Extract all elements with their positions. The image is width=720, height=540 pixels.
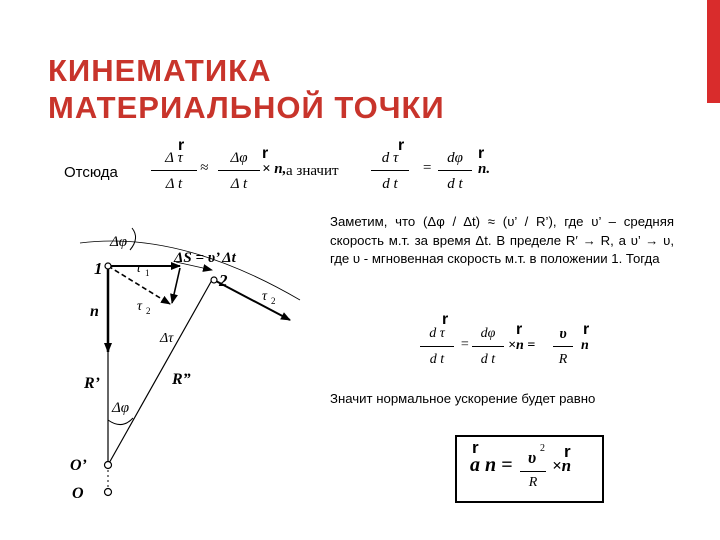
- so-label: а значит: [286, 163, 339, 179]
- label-o: O: [72, 485, 84, 502]
- paragraph-2: Значит нормальное ускорение будет равно: [330, 391, 596, 406]
- label-n: n: [90, 303, 99, 320]
- frac-d-t-den: d t: [382, 176, 398, 192]
- frac-upsilon-num: υ: [559, 326, 567, 342]
- label-tau2-sub: 2: [271, 296, 276, 306]
- label-delta-s: ΔS = υ’ Δt: [174, 250, 236, 266]
- equals-sign: =: [422, 160, 433, 176]
- delta-phi-arc-bottom: [108, 418, 133, 425]
- vector-mark: r: [178, 137, 185, 154]
- label-tau2-copy: τ: [137, 299, 143, 314]
- times-n: ×n: [552, 456, 572, 475]
- approx-sign: ≈: [200, 160, 209, 176]
- frac-d-tau-num: d τ: [381, 150, 399, 166]
- vector-mark: r: [583, 321, 590, 338]
- n-end: n.: [478, 161, 491, 177]
- vector-mark: r: [472, 438, 479, 457]
- title-line-1: КИНЕМАТИКА: [48, 53, 272, 88]
- frac-upsilon-num: υ: [527, 448, 537, 467]
- label-point-1: 1: [94, 259, 103, 278]
- vector-mark: r: [262, 145, 269, 162]
- paragraph-1: Заметим, что (Δφ / Δt) ≈ (υ’ / R’), где υ’ – средняя скорость м.т. за время Δt. В пределе R′ → R, а υ’ → υ, где υ - мгновенная скорость м.т. в положении 1. Тогда: [330, 214, 674, 267]
- delta-phi-arc-top: [130, 228, 136, 250]
- times-n-equals: ×n =: [508, 338, 536, 353]
- title-line-2: МАТЕРИАЛЬНОЙ ТОЧКИ: [48, 90, 445, 125]
- point-o-prime: [105, 462, 112, 469]
- label-delta-phi-bottom: Δφ: [112, 400, 130, 416]
- vector-mark: r: [516, 321, 523, 338]
- vector-mark: r: [564, 442, 571, 461]
- square-exponent: 2: [540, 443, 545, 454]
- radius-line-r-double-prime: [108, 280, 212, 465]
- times-n: × n,: [262, 161, 287, 177]
- n-end: n: [581, 338, 589, 353]
- frac-d-t-den: d t: [447, 176, 463, 192]
- label-tau2: τ: [262, 289, 268, 304]
- label-tau1-sub: 1: [145, 268, 150, 278]
- frac-R-den: R: [558, 352, 568, 367]
- frac-d-phi-num: dφ: [447, 150, 463, 166]
- equals-sign: =: [460, 337, 470, 352]
- label-point-2: 2: [219, 271, 228, 290]
- frac-delta-tau-num: Δ τ: [165, 150, 183, 166]
- label-delta-tau: Δτ: [160, 331, 174, 346]
- vector-mark: r: [442, 311, 449, 328]
- frac-delta-t-den: Δ t: [165, 176, 183, 192]
- point-o: [105, 489, 112, 496]
- frac-R-den: R: [528, 475, 538, 490]
- label-r-prime: R’: [84, 375, 100, 392]
- label-o-prime: O’: [70, 457, 87, 474]
- frac-d-t-den: d t: [480, 352, 496, 367]
- label-r-double-prime: R”: [172, 371, 191, 388]
- a-n-equals: a n =: [470, 454, 513, 476]
- label-tau2-copy-sub: 2: [146, 306, 151, 316]
- frac-d-t-den: d t: [429, 352, 445, 367]
- frac-delta-phi-num: Δφ: [230, 150, 248, 166]
- vector-mark: r: [478, 145, 485, 162]
- delta-tau-arrow: [172, 268, 180, 303]
- label-delta-phi-top: Δφ: [110, 234, 128, 250]
- point-1: [105, 263, 111, 269]
- frac-d-tau-num: d τ: [429, 326, 445, 341]
- formula-1-prefix: Отсюда: [64, 164, 118, 181]
- vector-mark: r: [398, 137, 405, 154]
- frac-delta-t-den: Δ t: [230, 176, 248, 192]
- label-tau1: τ: [136, 261, 142, 276]
- point-2: [211, 277, 217, 283]
- frac-d-phi-num: dφ: [480, 326, 496, 341]
